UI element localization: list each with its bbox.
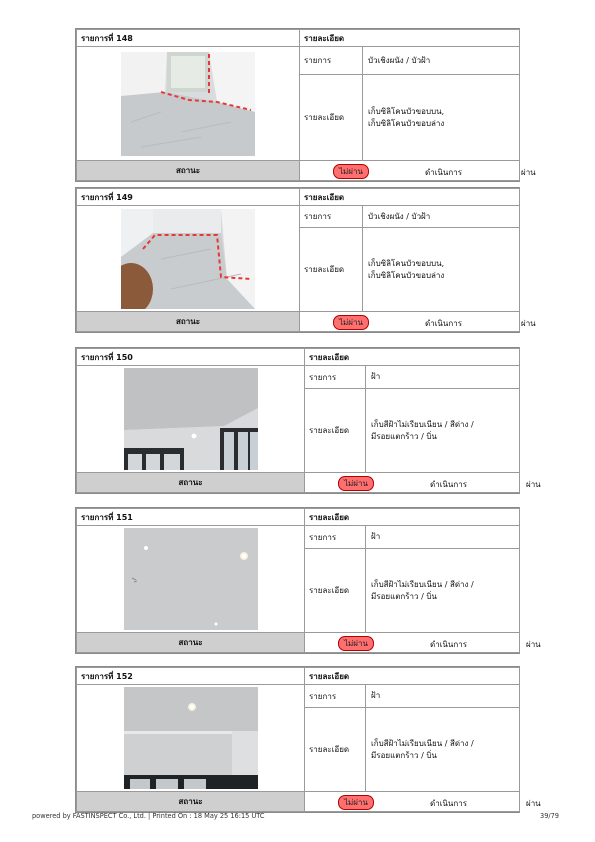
- item-label: รายการ: [300, 206, 363, 228]
- details-header: รายละเอียด: [305, 349, 520, 366]
- inspection-item-card: [75, 347, 541, 494]
- status-fail-badge[interactable]: ไม่ผ่าน: [333, 164, 369, 179]
- detail-label: รายละเอียด: [305, 708, 366, 792]
- detail-line: เก็บสีฝ้าไม่เรียบเนียน / สีด่าง /: [371, 419, 474, 429]
- inspection-item-card: [75, 666, 541, 813]
- photo-cell: [77, 206, 300, 312]
- status-pass[interactable]: ผ่าน: [521, 168, 536, 177]
- detail-value: [366, 549, 520, 633]
- status-in-progress[interactable]: ดำเนินการ: [430, 480, 467, 489]
- defect-photo[interactable]: [121, 52, 255, 156]
- item-value: ฝ้า: [366, 526, 520, 549]
- status-label: สถานะ: [77, 792, 305, 812]
- item-title: รายการที่ 150: [77, 349, 305, 366]
- detail-line: เก็บสีฝ้าไม่เรียบเนียน / สีด่าง /: [371, 579, 474, 589]
- status-label: สถานะ: [77, 473, 305, 493]
- detail-line: เก็บซิลิโคนบัวขอบล่าง: [368, 118, 445, 128]
- detail-label: รายละเอียด: [300, 228, 363, 312]
- item-label: รายการ: [305, 685, 366, 708]
- details-header: รายละเอียด: [305, 668, 520, 685]
- item-value: บัวเชิงผนัง / บัวฝ้า: [363, 47, 520, 75]
- detail-value: [363, 75, 520, 161]
- item-label: รายการ: [305, 526, 366, 549]
- item-value: บัวเชิงผนัง / บัวฝ้า: [363, 206, 520, 228]
- detail-line: เก็บซิลิโคนบัวขอบบน,: [368, 258, 445, 268]
- status-pass[interactable]: ผ่าน: [526, 640, 541, 649]
- detail-line: มีรอยแตกร้าว / บิ่น: [371, 431, 437, 441]
- status-fail-badge[interactable]: ไม่ผ่าน: [338, 476, 374, 491]
- item-label: รายการ: [300, 47, 363, 75]
- item-title: รายการที่ 151: [77, 509, 305, 526]
- footer-credit: powered by FASTINSPECT Co., Ltd. | Printed On : 18 May 25 16:15 UTC: [32, 812, 265, 820]
- photo-cell: [77, 685, 305, 792]
- status-in-progress[interactable]: ดำเนินการ: [430, 640, 467, 649]
- status-label: สถานะ: [77, 312, 300, 332]
- item-title: รายการที่ 152: [77, 668, 305, 685]
- detail-value: [366, 389, 520, 473]
- status-options: [300, 312, 536, 332]
- details-header: รายละเอียด: [300, 30, 520, 47]
- detail-label: รายละเอียด: [305, 389, 366, 473]
- detail-line: มีรอยแตกร้าว / บิ่น: [371, 750, 437, 760]
- status-pass[interactable]: ผ่าน: [526, 799, 541, 808]
- page-number: 39/79: [540, 812, 560, 820]
- defect-photo[interactable]: [124, 368, 258, 470]
- status-fail-badge[interactable]: ไม่ผ่าน: [338, 795, 374, 810]
- defect-photo[interactable]: [121, 209, 255, 309]
- status-options: [305, 792, 541, 812]
- detail-label: รายละเอียด: [300, 75, 363, 161]
- details-header: รายละเอียด: [305, 509, 520, 526]
- status-pass[interactable]: ผ่าน: [521, 319, 536, 328]
- defect-photo[interactable]: [124, 687, 258, 789]
- detail-line: เก็บสีฝ้าไม่เรียบเนียน / สีด่าง /: [371, 738, 474, 748]
- photo-cell: [77, 47, 300, 161]
- item-label: รายการ: [305, 366, 366, 389]
- defect-photo[interactable]: [124, 528, 258, 630]
- photo-cell: [77, 366, 305, 473]
- status-in-progress[interactable]: ดำเนินการ: [430, 799, 467, 808]
- detail-label: รายละเอียด: [305, 549, 366, 633]
- detail-value: [366, 708, 520, 792]
- detail-value: [363, 228, 520, 312]
- photo-cell: [77, 526, 305, 633]
- inspection-item-card: [75, 187, 536, 333]
- detail-line: เก็บซิลิโคนบัวขอบล่าง: [368, 270, 445, 280]
- item-value: ฝ้า: [366, 366, 520, 389]
- item-title: รายการที่ 149: [77, 189, 300, 206]
- status-fail-badge[interactable]: ไม่ผ่าน: [338, 636, 374, 651]
- detail-line: เก็บซิลิโคนบัวขอบบน,: [368, 106, 445, 116]
- status-in-progress[interactable]: ดำเนินการ: [425, 168, 462, 177]
- inspection-item-card: [75, 28, 536, 182]
- status-label: สถานะ: [77, 161, 300, 181]
- status-options: [305, 633, 541, 653]
- status-label: สถานะ: [77, 633, 305, 653]
- detail-line: มีรอยแตกร้าว / บิ่น: [371, 591, 437, 601]
- status-options: [300, 161, 536, 181]
- details-header: รายละเอียด: [300, 189, 520, 206]
- status-fail-badge[interactable]: ไม่ผ่าน: [333, 315, 369, 330]
- item-title: รายการที่ 148: [77, 30, 300, 47]
- inspection-item-card: [75, 507, 541, 654]
- status-options: [305, 473, 541, 493]
- item-value: ฝ้า: [366, 685, 520, 708]
- status-pass[interactable]: ผ่าน: [526, 480, 541, 489]
- status-in-progress[interactable]: ดำเนินการ: [425, 319, 462, 328]
